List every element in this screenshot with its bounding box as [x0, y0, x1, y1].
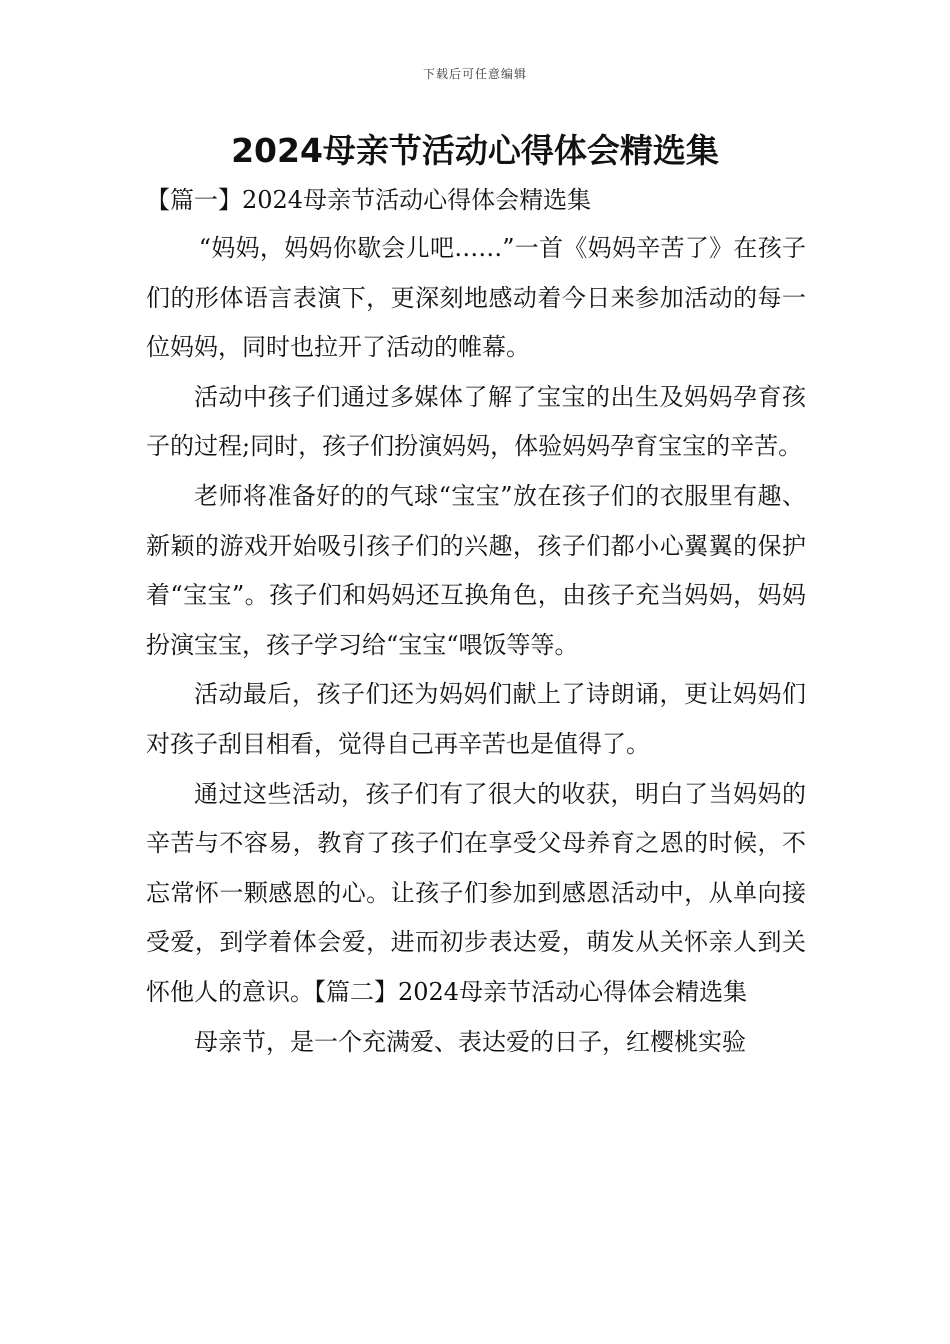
paragraph: 活动最后，孩子们还为妈妈们献上了诗朗诵，更让妈妈们对孩子刮目相看，觉得自己再辛苦也是值得了。 [146, 680, 806, 758]
paragraph: 老师将准备好的的气球“宝宝”放在孩子们的衣服里有趣、新颖的游戏开始吸引孩子们的兴趣，孩子们都小心翼翼的保护着“宝宝”。孩子们和妈妈还互换角色，由孩子充当妈妈，妈妈扮演宝宝，孩子学习给“宝宝“喂饭等等。 [146, 481, 806, 659]
paragraph: “妈妈，妈妈你歇会儿吧……”一首《妈妈辛苦了》在孩子们的形体语言表演下，更深刻地感动着今日来参加活动的每一位妈妈，同时也拉开了活动的帷幕。 [146, 234, 806, 362]
paragraph [146, 770, 806, 1018]
document-title: 2024母亲节活动心得体会精选集 [231, 131, 719, 170]
header-note: 下载后可任意编辑 [422, 67, 527, 81]
section-heading-1: 【篇一】2024母亲节活动心得体会精选集 [146, 186, 592, 214]
section-heading-2: 【篇二】2024母亲节活动心得体会精选集 [314, 977, 748, 1006]
paragraph: 活动中孩子们通过多媒体了解了宝宝的出生及妈妈孕育孩子的过程;同时，孩子们扮演妈妈，体验妈妈孕育宝宝的辛苦。 [146, 382, 806, 461]
paragraph-text: 通过这些活动，孩子们有了很大的收获，明白了当妈妈的辛苦与不容易，教育了孩子们在享受父母养育之恩的时候，不忘常怀一颗感恩的心。让孩子们参加到感恩活动中，从单向接受爱，到学着体会爱，进而初步表达爱，萌发从关怀亲人到关怀他人的意识。 [146, 779, 806, 1006]
paragraph: 母亲节，是一个充满爱、表达爱的日子，红樱桃实验 [194, 1027, 746, 1056]
document-body [146, 176, 806, 1067]
